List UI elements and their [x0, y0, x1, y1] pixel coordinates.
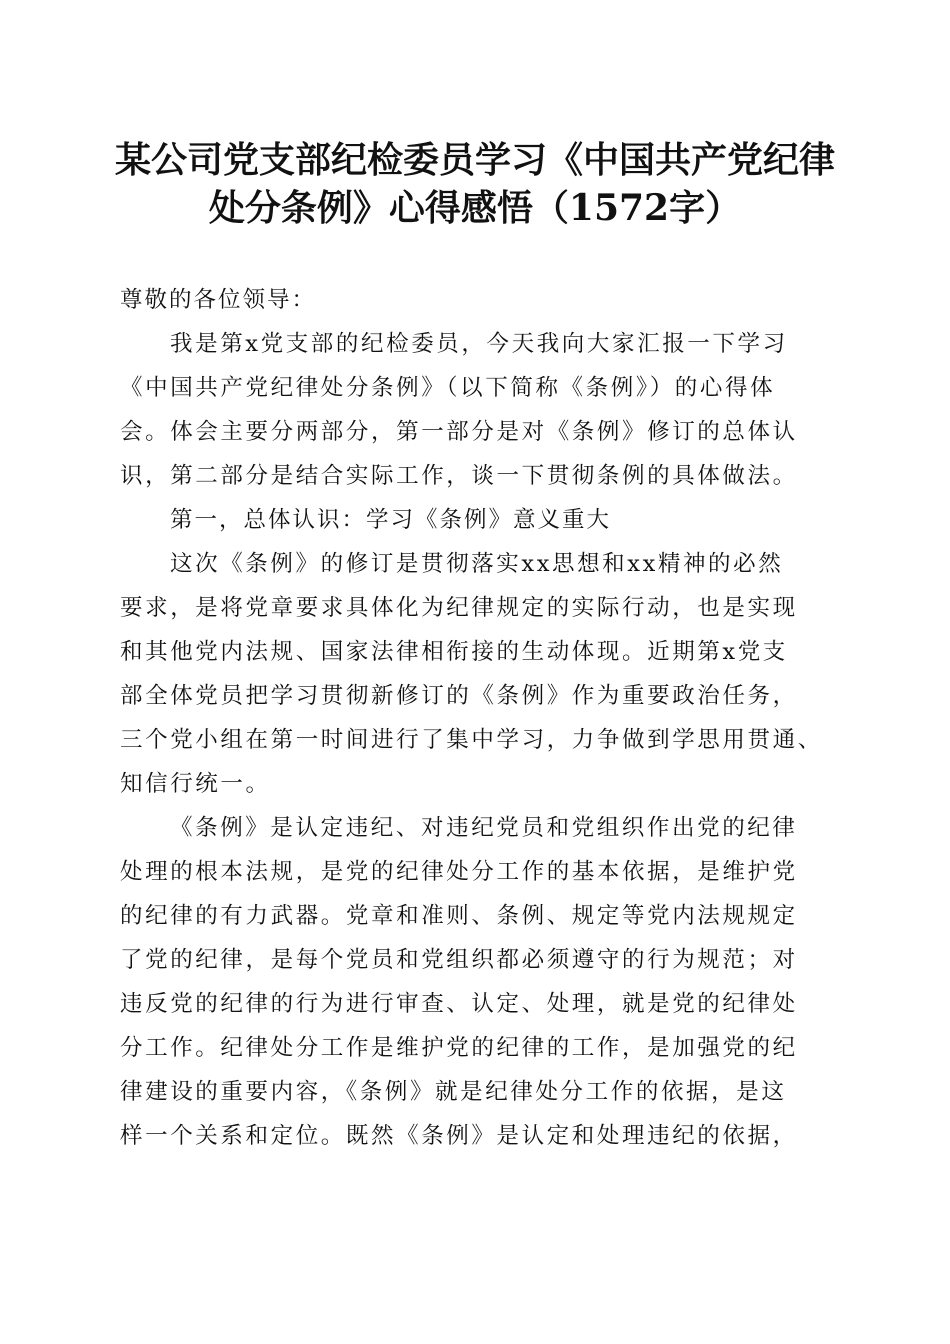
paragraph-2-line-5: 三个党小组在第一时间进行了集中学习，力争做到学思用贯通、 [120, 727, 823, 753]
paragraph-1-line-4: 识，第二部分是结合实际工作，谈一下贯彻条例的具体做法。 [120, 463, 798, 489]
paragraph-1-line-2: 《中国共产党纪律处分条例》（以下简称《条例》）的心得体 [120, 375, 776, 401]
paragraph-3-line-5: 违反党的纪律的行为进行审查、认定、处理，就是党的纪律处 [120, 991, 798, 1017]
paragraph-3-line-6: 分工作。纪律处分工作是维护党的纪律的工作，是加强党的纪 [120, 1035, 798, 1061]
document-title [110, 136, 840, 232]
paragraph-3-line-8: 样一个关系和定位。既然《条例》是认定和处理违纪的依据， [120, 1123, 798, 1149]
title-line-1: 某公司党支部纪检委员学习《中国共产党纪律 [114, 139, 835, 181]
paragraph-3-line-2: 处理的根本法规，是党的纪律处分工作的基本依据，是维护党 [120, 859, 798, 885]
paragraph-1-line-3: 会。体会主要分两部分，第一部分是对《条例》修订的总体认 [120, 419, 798, 445]
paragraph-3-line-7: 律建设的重要内容，《条例》就是纪律处分工作的依据，是这 [120, 1079, 787, 1105]
salutation: 尊敬的各位领导： [120, 287, 317, 313]
paragraph-3-line-3: 的纪律的有力武器。党章和准则、条例、规定等党内法规规定 [120, 903, 798, 929]
paragraph-2-line-3: 和其他党内法规、国家法律相衔接的生动体现。近期第x党支 [120, 639, 788, 665]
section-heading-1: 第一，总体认识：学习《条例》意义重大 [170, 507, 612, 533]
paragraph-2-line-4: 部全体党员把学习贯彻新修订的《条例》作为重要政治任务， [120, 683, 798, 709]
paragraph-2-line-2: 要求，是将党章要求具体化为纪律规定的实际行动，也是实现 [120, 595, 798, 621]
title-line-2: 处分条例》心得感悟（1572字） [208, 187, 742, 229]
paragraph-2-line-6: 知信行统一。 [120, 771, 271, 797]
paragraph-2-line-1: 这次《条例》的修订是贯彻落实xx思想和xx精神的必然 [170, 551, 784, 577]
paragraph-3-line-1: 《条例》是认定违纪、对违纪党员和党组织作出党的纪律 [170, 815, 798, 841]
paragraph-3-line-4: 了党的纪律，是每个党员和党组织都必须遵守的行为规范；对 [120, 947, 798, 973]
document-body [120, 278, 840, 1158]
paragraph-1-line-1: 我是第x党支部的纪检委员，今天我向大家汇报一下学习 [170, 331, 788, 357]
